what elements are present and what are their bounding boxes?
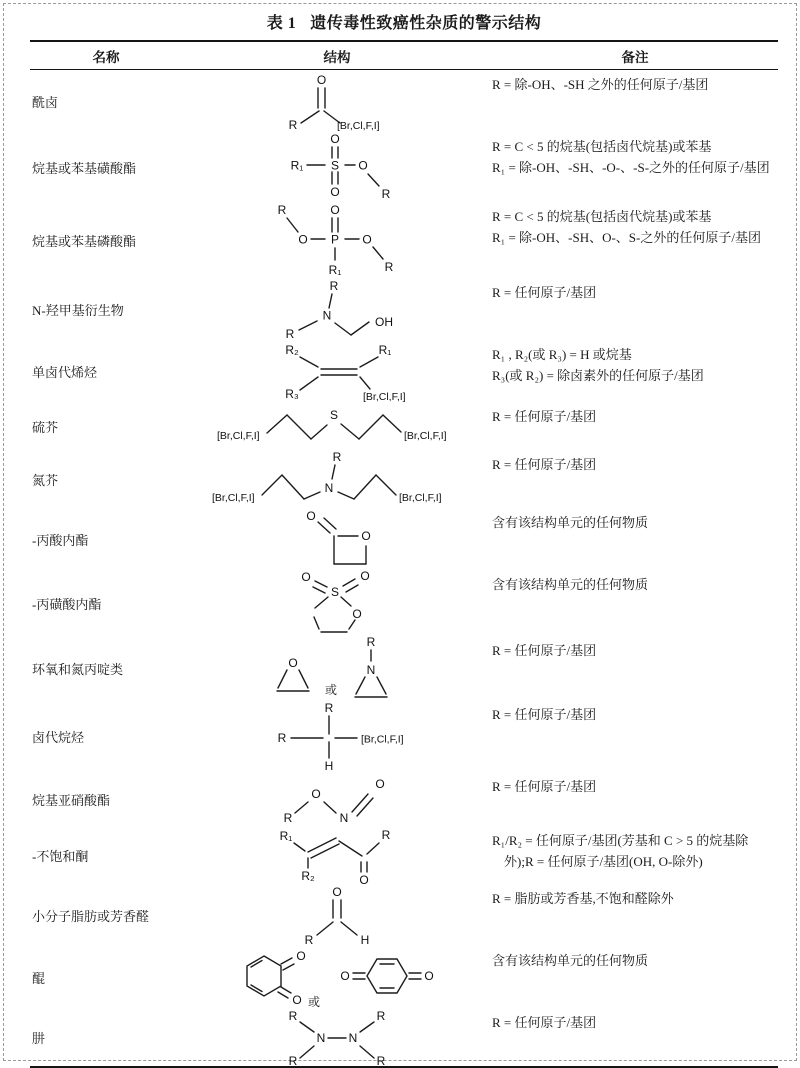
- atom-label: R: [384, 260, 394, 274]
- atom-label: N: [322, 308, 332, 323]
- atom-label: R₃: [285, 387, 299, 401]
- bonds: [300, 357, 378, 390]
- remark-text: R = 任何原子/基团: [492, 707, 597, 722]
- substance-name: 烷基或苯基磺酸酯: [32, 160, 137, 176]
- table-row: [30, 826, 778, 887]
- remark-text: 含有该结构单元的任何物质: [492, 577, 649, 592]
- structure-diagram: [222, 946, 452, 1008]
- structure-diagram: [212, 451, 462, 507]
- bonds: [295, 794, 373, 816]
- structure-diagram: [257, 132, 417, 202]
- atom-label: R: [288, 1054, 298, 1068]
- atom-label: R: [324, 701, 334, 715]
- bonds: [301, 88, 340, 123]
- halide-label: [Br,Cl,F,I]: [363, 391, 406, 403]
- table-row: [30, 70, 778, 132]
- halide-label: [Br,Cl,F,I]: [399, 492, 442, 504]
- atom-label: O: [316, 73, 327, 87]
- structure-diagram: [242, 826, 432, 887]
- bonds: [318, 518, 366, 564]
- atom-label: R: [332, 450, 342, 464]
- table-title: [30, 4, 778, 40]
- header-remarks: 备注: [621, 50, 649, 65]
- table-row: [30, 340, 778, 402]
- atom-label: O: [359, 873, 369, 887]
- atom-label: O: [288, 656, 298, 670]
- atom-label: N: [316, 1031, 326, 1045]
- structure-diagram: [262, 884, 412, 946]
- substance-name: 卤代烷烃: [32, 729, 85, 745]
- bonds: [299, 294, 369, 335]
- structure-diagram: [247, 636, 427, 700]
- atom-label: O: [292, 993, 302, 1007]
- table-row: [30, 508, 778, 570]
- structure-diagram: [217, 403, 457, 449]
- table-row: [30, 202, 778, 278]
- structure-n-hydroxymethyl: [182, 278, 492, 340]
- structure-halo-alkane: [182, 700, 492, 772]
- remark-text: R = 脂肪或芳香基,不饱和醛除外: [492, 891, 674, 906]
- atom-label: O: [306, 509, 316, 523]
- atom-label: O: [352, 607, 362, 621]
- structure-unsaturated-ketone: [182, 826, 492, 887]
- substance-name: 酰卤: [32, 94, 59, 110]
- bonds: [317, 900, 357, 935]
- atom-label: O: [332, 885, 342, 899]
- atom-label: R: [288, 118, 298, 132]
- structure-hydrazine: [182, 1008, 492, 1066]
- atom-label: S: [330, 585, 340, 599]
- substance-name: -不饱和酮: [32, 848, 89, 864]
- remark-text: R = C < 5 的烷基(包括卤代烷基)或苯基 R₁ = 除-OH、-SH、O-、S-之外的任何原子/基团: [492, 209, 761, 246]
- structure-epoxide-aziridine: [182, 636, 492, 700]
- table-row: [30, 450, 778, 508]
- structure-diagram: [252, 772, 422, 826]
- atom-label: N: [324, 481, 334, 495]
- atom-label: S: [329, 408, 339, 422]
- halide-label: [Br,Cl,F,I]: [361, 733, 404, 746]
- or-text: 或: [307, 995, 321, 1009]
- atom-label: R₁: [328, 263, 342, 277]
- table-header-row: [30, 42, 778, 69]
- structure-diagram: [282, 508, 392, 570]
- bonds: [291, 716, 357, 758]
- atom-label: O: [296, 949, 306, 963]
- atom-label: O: [340, 969, 350, 983]
- table-row: [30, 570, 778, 636]
- structure-diagram: [237, 340, 437, 402]
- atom-label: H: [360, 933, 370, 947]
- atom-label: O: [424, 969, 434, 983]
- atom-label: R: [381, 187, 391, 201]
- halide-label: [Br,Cl,F,I]: [337, 120, 380, 132]
- atom-label: O: [375, 777, 385, 791]
- remark-text: 含有该结构单元的任何物质: [492, 515, 649, 530]
- atom-label: P: [330, 232, 340, 247]
- substance-name: 醌: [32, 970, 46, 986]
- remark-text: 含有该结构单元的任何物质: [492, 953, 649, 968]
- atom-label: H: [324, 759, 334, 773]
- structure-propiolactone: [182, 508, 492, 570]
- structure-diagram: [277, 570, 397, 636]
- atom-label: R₂: [285, 343, 299, 357]
- table-row: [30, 1008, 778, 1066]
- atom-label: O: [330, 132, 340, 146]
- atom-label: R: [366, 635, 376, 649]
- structure-diagram: [247, 202, 427, 278]
- substance-name: -丙酸内酯: [32, 532, 89, 548]
- atom-label: R: [285, 327, 295, 341]
- atom-label: R: [283, 811, 293, 825]
- atom-label: R₁: [279, 829, 293, 843]
- structure-diagram: [247, 278, 427, 340]
- remark-text: R = 任何原子/基团: [492, 285, 597, 300]
- substance-name: 氮芥: [32, 472, 59, 488]
- atom-label: O: [301, 570, 311, 584]
- substance-name: 肼: [32, 1030, 46, 1046]
- substance-name: 环氧和氮丙啶类: [32, 661, 124, 677]
- structure-monohalo-alkene: [182, 340, 492, 402]
- or-text: 或: [324, 683, 338, 697]
- substance-name: -丙磺酸内酯: [32, 596, 102, 612]
- table-row: [30, 132, 778, 202]
- structure-quinones: [182, 946, 492, 1008]
- structure-sulfonate: [182, 132, 492, 202]
- table-row: [30, 772, 778, 826]
- substance-name: 烷基或苯基磷酸酯: [32, 233, 137, 249]
- remark-text: R = C < 5 的烷基(包括卤代烷基)或苯基 R₁ = 除-OH、-SH、-O-、-S-之外的任何原子/基团: [492, 139, 770, 176]
- substance-name: 烷基亚硝酸酯: [32, 792, 111, 808]
- remark-text: R = 任何原子/基团: [492, 643, 597, 658]
- structure-diagram: [237, 700, 437, 772]
- atom-label: O: [361, 529, 371, 543]
- atom-label: R: [277, 203, 287, 217]
- halide-label: [Br,Cl,F,I]: [404, 430, 447, 442]
- atom-label: O: [311, 787, 321, 801]
- atom-label: S: [330, 158, 340, 173]
- structure-diagram: [242, 1008, 432, 1066]
- table-row: [30, 402, 778, 450]
- atom-label: R₁: [290, 158, 304, 173]
- structure-aldehyde: [182, 884, 492, 946]
- table-title-text: 遗传毒性致癌性杂质的警示结构: [310, 15, 542, 32]
- atom-label: N: [348, 1031, 358, 1045]
- atom-label: R: [304, 933, 314, 947]
- remark-text: R = 任何原子/基团: [492, 1015, 597, 1030]
- table-row: [30, 700, 778, 772]
- structure-nitrogen-mustard: [182, 451, 492, 507]
- remark-text: R = 任何原子/基团: [492, 457, 597, 472]
- structure-acyl-halide: [182, 72, 492, 130]
- bonds: [247, 956, 421, 998]
- structure-sultone: [182, 570, 492, 636]
- header-name: 名称: [92, 50, 120, 65]
- remark-text: R = 任何原子/基团: [492, 779, 597, 794]
- halide-label: [Br,Cl,F,I]: [217, 430, 260, 442]
- bonds: [307, 147, 379, 186]
- atom-label: N: [366, 663, 376, 677]
- structure-phosphate: [182, 202, 492, 278]
- table-sheet: [30, 4, 778, 1068]
- structure-sulfur-mustard: [182, 403, 492, 449]
- atom-label: N: [339, 811, 349, 825]
- atom-label: O: [330, 203, 340, 217]
- atom-label: O: [360, 569, 370, 583]
- atom-label: R: [329, 279, 339, 293]
- atom-label: R₁: [378, 343, 392, 357]
- table-row: [30, 278, 778, 340]
- substance-name: N-羟甲基衍生物: [32, 302, 124, 318]
- atom-label: O: [298, 232, 308, 247]
- substance-name: 单卤代烯烃: [32, 364, 98, 380]
- substance-name: 小分子脂肪或芳香醛: [32, 908, 150, 924]
- table-row: [30, 636, 778, 700]
- structure-diagram: [257, 72, 417, 130]
- remark-text: R = 除-OH、-SH 之外的任何原子/基团: [492, 77, 709, 92]
- table-row: [30, 884, 778, 946]
- table-row: [30, 946, 778, 1008]
- atom-label: R: [288, 1009, 298, 1023]
- table-number: 表 1: [266, 15, 297, 32]
- atom-label: R: [376, 1009, 386, 1023]
- atom-label: R: [376, 1054, 386, 1068]
- atom-label: R₂: [301, 869, 315, 883]
- header-structure: 结构: [323, 50, 351, 65]
- atom-label: O: [362, 232, 372, 247]
- atom-label: O: [358, 158, 368, 173]
- halide-label: [Br,Cl,F,I]: [212, 492, 255, 504]
- atom-label: OH: [375, 315, 393, 329]
- bonds: [294, 838, 379, 872]
- atom-label: R: [381, 828, 391, 842]
- remark-text: R₁/R₂ = 任何原子/基团(芳基和 C > 5 的烷基除 外);R = 任何原子/基团(OH, O-除外): [492, 833, 749, 870]
- substance-name: 硫芥: [32, 419, 59, 435]
- structure-alkyl-nitrite: [182, 772, 492, 826]
- atom-label: R: [277, 731, 287, 745]
- remark-text: R₁ , R₂(或 R₃) = H 或烷基 R₃(或 R₂) = 除卤素外的任何原子/基团: [492, 347, 704, 384]
- bonds: [300, 1022, 374, 1058]
- atom-label: O: [330, 185, 340, 199]
- remark-text: R = 任何原子/基团: [492, 409, 597, 424]
